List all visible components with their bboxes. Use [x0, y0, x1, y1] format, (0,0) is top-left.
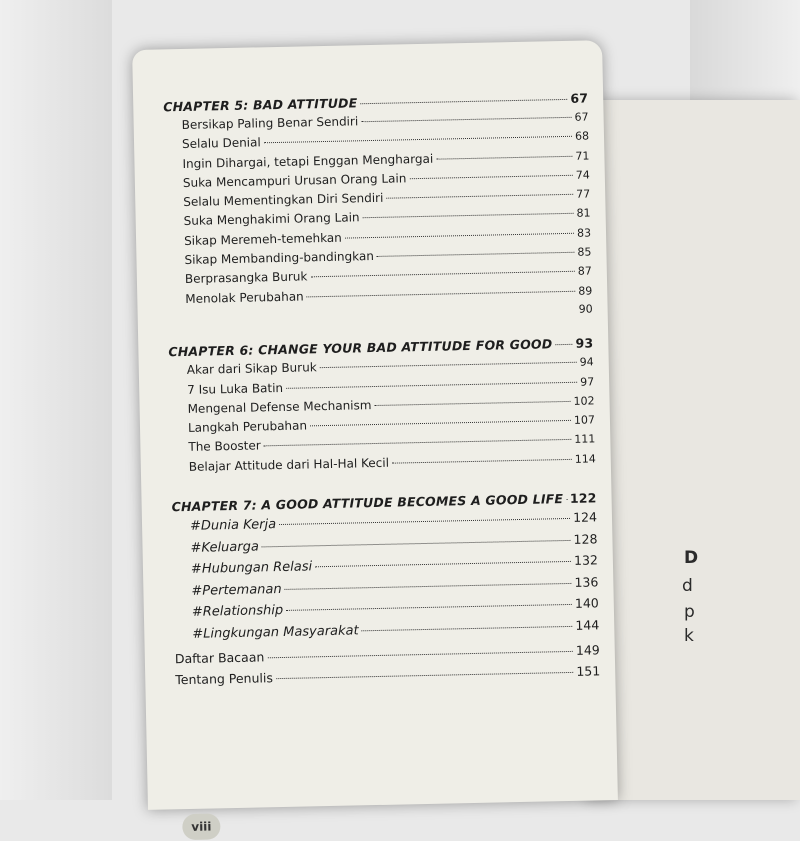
entry-page-number: 149: [575, 642, 600, 658]
background-left: [0, 0, 112, 800]
entry-label: Daftar Bacaan: [174, 649, 265, 667]
dot-leader: [307, 290, 576, 297]
dot-leader: [386, 194, 573, 199]
entry-page-number: 136: [574, 573, 599, 590]
entry-page-number: 67: [574, 110, 589, 124]
dot-leader: [189, 310, 576, 318]
dot-leader: [436, 155, 572, 159]
entry-page-number: 68: [574, 129, 590, 144]
dot-leader: [285, 582, 572, 589]
entry-page-number: 85: [577, 245, 592, 259]
chapter-section: [168, 336, 596, 480]
entry-label: 7 Isu Luka Batin: [187, 380, 284, 397]
entry-label: Selalu Denial: [181, 135, 261, 152]
entry-label: Sikap Membanding-bandingkan: [184, 249, 375, 268]
entry-label: Selalu Mementingkan Diri Sendiri: [183, 190, 384, 210]
entry-page-number: 111: [574, 432, 596, 447]
dot-leader: [286, 604, 572, 611]
dot-leader: [264, 136, 572, 143]
entry-page-number: 107: [573, 413, 596, 427]
chapter-section: [172, 490, 600, 647]
entry-label: #Pertemanan: [191, 581, 282, 599]
underlying-page-text: D: [684, 548, 699, 568]
entry-page-number: 151: [576, 663, 601, 679]
entry-label: #Dunia Kerja: [189, 517, 277, 534]
entry-page-number: 83: [576, 226, 592, 240]
entry-label: Mengenal Defense Mechanism: [187, 397, 372, 416]
chapter-page-number: 67: [570, 90, 589, 106]
dot-leader: [264, 439, 572, 446]
chapter-page-number: 93: [575, 335, 594, 352]
entry-label: Suka Mencampuri Urusan Orang Lain: [182, 171, 407, 190]
underlying-page-text: k: [684, 626, 694, 646]
entry-label: Berprasangka Buruk: [184, 269, 308, 287]
dot-leader: [315, 561, 571, 567]
entry-label: Bersikap Paling Benar Sendiri: [181, 114, 359, 132]
table-of-contents: [163, 90, 601, 834]
dot-leader: [360, 99, 567, 104]
page-folio: viii: [182, 813, 221, 840]
dot-leader: [375, 401, 571, 406]
entry-page-number: 114: [574, 452, 596, 466]
entry-label: Menolak Perubahan: [185, 289, 304, 306]
entry-page-number: 89: [578, 284, 593, 298]
dot-leader: [392, 459, 572, 464]
entry-page-number: 77: [576, 187, 591, 201]
dot-leader: [310, 420, 571, 426]
book-page: [132, 40, 618, 834]
dot-leader: [267, 651, 573, 658]
entry-label: Suka Menghakimi Orang Lain: [183, 210, 360, 229]
entry-label: Belajar Attitude dari Hal-Hal Kecil: [188, 455, 390, 474]
underlying-page-text: d: [682, 576, 693, 596]
entry-page-number: 81: [576, 206, 591, 221]
entry-label: Sikap Meremeh-temehkan: [183, 230, 342, 248]
chapter-section: [163, 90, 593, 330]
dot-leader: [320, 362, 577, 368]
dot-leader: [276, 672, 573, 679]
entry-label: Ingin Dihargai, tetapi Enggan Menghargai: [182, 151, 434, 171]
dot-leader: [361, 117, 571, 122]
dot-leader: [409, 175, 572, 179]
chapter-page-number: 122: [569, 490, 597, 506]
entry-label: #Relationship: [191, 603, 284, 620]
dot-leader: [363, 213, 574, 218]
entry-label: #Hubungan Relasi: [190, 559, 313, 577]
underlying-page-text: p: [684, 602, 695, 622]
dot-leader: [345, 233, 574, 239]
dot-leader: [279, 518, 570, 525]
underlying-page: [590, 100, 800, 800]
entry-label: Akar dari Sikap Buruk: [186, 360, 317, 378]
entry-label: Tentang Penulis: [175, 670, 274, 688]
entry-page-number: 140: [574, 595, 599, 611]
back-matter-section: [175, 642, 601, 693]
dot-leader: [377, 252, 575, 257]
dot-leader: [362, 625, 573, 630]
dot-leader: [555, 344, 572, 345]
chapter-title: CHAPTER 7: A GOOD ATTITUDE BECOMES A GOOD LIFE: [171, 491, 564, 515]
entry-page-number: 144: [575, 616, 600, 633]
entry-label: The Booster: [188, 438, 261, 455]
entry-page-number: 71: [575, 149, 590, 163]
entry-label: Langkah Perubahan: [187, 418, 308, 436]
chapter-title: CHAPTER 6: CHANGE YOUR BAD ATTITUDE FOR GOOD: [168, 336, 553, 360]
dot-leader: [262, 539, 571, 546]
entry-page-number: 102: [573, 394, 595, 408]
entry-page-number: 87: [577, 264, 592, 279]
dot-leader: [310, 271, 574, 278]
entry-page-number: 97: [580, 374, 595, 389]
dot-leader: [566, 499, 567, 500]
entry-page-number: 90: [578, 302, 593, 316]
entry-page-number: 128: [573, 530, 598, 547]
entry-label: #Lingkungan Masyarakat: [192, 622, 359, 642]
entry-page-number: 74: [575, 168, 590, 182]
entry-label: #Keluarga: [190, 539, 260, 556]
entry-page-number: 94: [579, 355, 594, 369]
chapter-title: CHAPTER 5: BAD ATTITUDE: [163, 95, 358, 115]
entry-page-number: 132: [573, 552, 599, 568]
entry-page-number: 124: [572, 509, 598, 525]
dot-leader: [286, 381, 577, 388]
